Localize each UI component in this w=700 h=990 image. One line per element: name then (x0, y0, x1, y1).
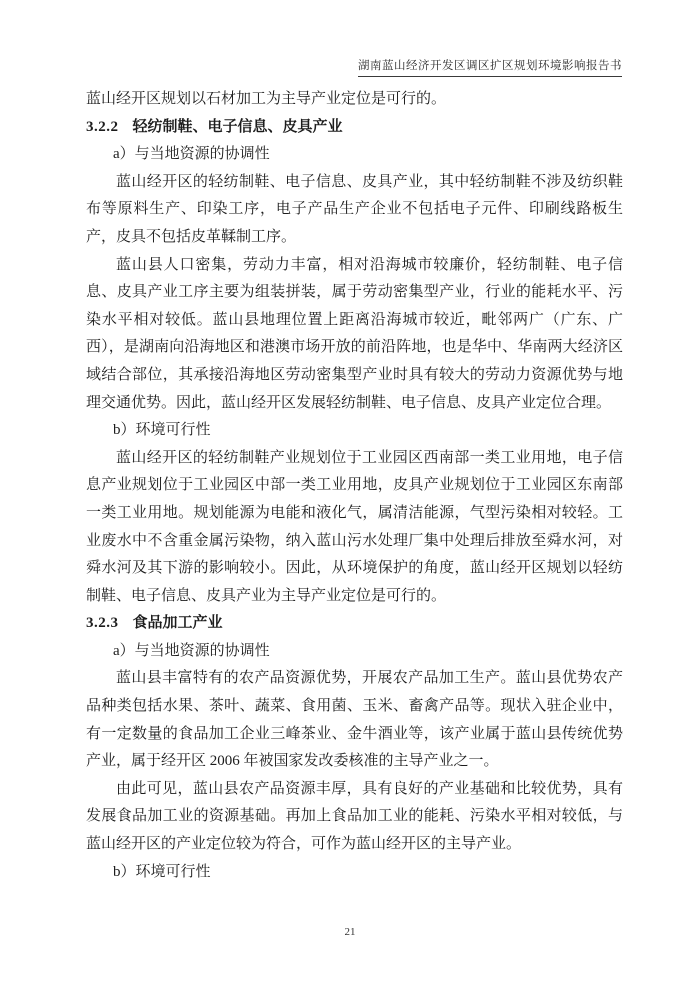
paragraph-323-2: 由此可见，蓝山县农产品资源丰厚，具有良好的产业基础和比较优势，具有发展食品加工业的资源基础。再加上食品加工业的能耗、污染水平相对较低，与蓝山经开区的产业定位较为符合，可作为蓝山经开区的主导产业。 (86, 780, 623, 853)
subsection-b-323: b）环境可行性 (113, 863, 211, 880)
section-heading-322 (86, 114, 623, 142)
page-number: 21 (344, 926, 356, 938)
subsection-b-322: b）环境可行性 (113, 422, 211, 439)
paragraph-323-1: 蓝山县丰富特有的农产品资源优势，开展农产品加工生产。蓝山县优势农产品种类包括水果、茶叶、蔬菜、食用菌、玉米、畜禽产品等。现状入驻企业中，有一定数量的食品加工企业三峰茶业、金牛酒业等，该产业属于蓝山县传统优势产业，属于经开区 2006 年被国家发改委核准的主导产业之一。 (86, 670, 623, 770)
page-footer (0, 926, 700, 938)
section-number: 3.2.3 (86, 615, 119, 632)
section-heading-323 (86, 610, 623, 638)
subsection-a-323: a）与当地资源的协调性 (113, 642, 270, 659)
paragraph-322-3: 蓝山经开区的轻纺制鞋产业规划位于工业园区西南部一类工业用地，电子信息产业规划位于工业园区中部一类工业用地，皮具产业规划位于工业园区东南部一类工业用地。规划能源为电能和液化气，属清洁能源，气型污染相对较轻。工业废水中不含重金属污染物，纳入蓝山污水处理厂集中处理后排放至舜水河，对舜水河及其下游的影响较小。因此，从环境保护的角度，蓝山经开区规划以轻纺制鞋、电子信息、皮具产业为主导产业定位是可行的。 (86, 449, 623, 604)
report-header-title: 湖南蓝山经济开发区调区扩区规划环境影响报告书 (358, 57, 622, 77)
paragraph-322-2: 蓝山县人口密集，劳动力丰富，相对沿海城市较廉价，轻纺制鞋、电子信息、皮具产业工序主要为组装拼装，属于劳动密集型产业，行业的能耗水平、污染水平相对较低。蓝山县地理位置上距离沿海城市较近，毗邻两广（广东、广西），是湖南向沿海地区和港澳市场开放的前沿阵地，也是华中、华南两大经济区域结合部位，其承接沿海地区劳动密集型产业时具有较大的劳动力资源优势与地理交通优势。因此，蓝山经开区发展轻纺制鞋、电子信息、皮具产业定位合理。 (86, 256, 623, 411)
page-header (358, 56, 622, 77)
section-title: 食品加工产业 (132, 615, 223, 632)
intro-paragraph: 蓝山经开区规划以石材加工为主导产业定位是可行的。 (86, 91, 447, 107)
subsection-a-322: a）与当地资源的协调性 (113, 146, 270, 163)
document-body (86, 86, 623, 886)
section-number: 3.2.2 (86, 118, 119, 135)
section-title: 轻纺制鞋、电子信息、皮具产业 (132, 118, 343, 135)
paragraph-322-1: 蓝山经开区的轻纺制鞋、电子信息、皮具产业，其中轻纺制鞋不涉及纺织鞋布等原料生产、印染工序，电子产品生产企业不包括电子元件、印刷线路板生产，皮具不包括皮革鞣制工序。 (86, 173, 623, 245)
